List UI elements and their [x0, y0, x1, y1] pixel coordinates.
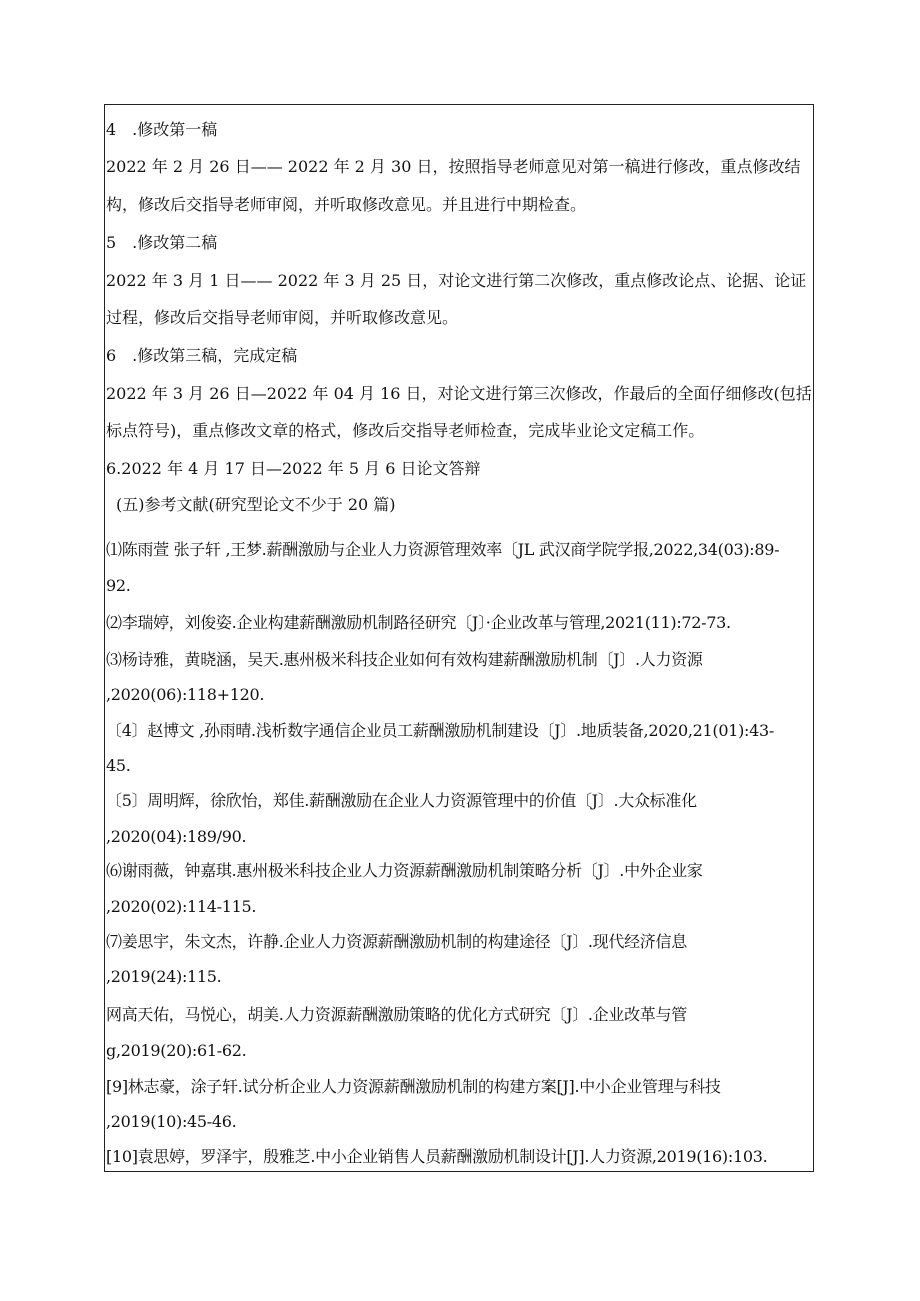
reference-5-line-1: 〔5〕周明辉，徐欣怡，郑佳.薪酬激励在企业人力资源管理中的价值〔J〕.大众标准化 [106, 791, 697, 810]
reference-7-line-2: ,2019(24):115. [106, 967, 222, 986]
step-4-text-line-2: 构，修改后交指导老师审阅，并听取修改意见。并且进行中期检查。 [106, 195, 587, 214]
step-5-text-line-2: 过程，修改后交指导老师审阅，并听取修改意见。 [106, 308, 459, 327]
reference-9-line-1: [9]林志豪，涂子轩.试分析企业人力资源薪酬激励机制的构建方案[J].中小企业管理与科技 [106, 1077, 721, 1096]
reference-3-line-1: ⑶杨诗雅，黄晓涵，吴天.惠州极米科技企业如何有效构建薪酬激励机制〔J〕.人力资源 [106, 650, 703, 669]
reference-6-line-2: ,2020(02):114-115. [106, 897, 257, 916]
reference-7-line-1: ⑺姜思宇，朱文杰，许静.企业人力资源薪酬激励机制的构建途径〔J〕.现代经济信息 [106, 932, 687, 951]
reference-5-line-2: ,2020(04):189/90. [106, 827, 247, 846]
step-4-heading: 4 .修改第一稿 [106, 120, 218, 139]
defense-schedule: 6.2022 年 4 月 17 日—2022 年 5 月 6 日论文答辩 [106, 459, 481, 478]
reference-4-line-1: 〔4〕赵博文 ,孙雨晴.浅析数字通信企业员工薪酬激励机制建设〔J〕.地质装备,2020,21(01):43- [106, 721, 774, 740]
reference-10-line-1: [10]袁思婷，罗泽宇，殷雅芝.中小企业销售人员薪酬激励机制设计[J].人力资源,2019(16):103. [106, 1147, 768, 1166]
reference-9-line-2: ,2019(10):45-46. [106, 1112, 237, 1131]
step-6-text-line-1: 2022 年 3 月 26 日—2022 年 04 月 16 日，对论文进行第三次修改，作最后的全面仔细修改(包括 [106, 384, 812, 403]
step-5-text-line-1: 2022 年 3 月 1 日—— 2022 年 3 月 25 日，对论文进行第二次修改，重点修改论点、论据、论证 [106, 271, 807, 290]
references-heading: (五)参考文献(研究型论文不少于 20 篇) [116, 495, 396, 514]
reference-3-line-2: ,2020(06):118+120. [106, 685, 265, 704]
step-6-heading: 6 .修改第三稿，完成定稿 [106, 346, 298, 365]
step-5-heading: 5 .修改第二稿 [106, 233, 218, 252]
reference-8-line-2: g,2019(20):61-62. [106, 1041, 247, 1060]
reference-2-line-1: ⑵李瑞婷，刘俊姿.企业构建薪酬激励机制路径研究〔J〕·企业改革与管理,2021(11):72-73. [106, 613, 731, 632]
reference-6-line-1: ⑹谢雨薇，钟嘉琪.惠州极米科技企业人力资源薪酬激励机制策略分析〔J〕.中外企业家 [106, 861, 703, 880]
reference-4-line-2: 45. [106, 756, 131, 775]
step-4-text-line-1: 2022 年 2 月 26 日—— 2022 年 2 月 30 日，按照指导老师意见对第一稿进行修改，重点修改结 [106, 157, 801, 176]
reference-1-line-2: 92. [106, 576, 131, 595]
reference-8-line-1: 网高天佑，马悦心，胡美.人力资源薪酬激励策略的优化方式研究〔J〕.企业改革与管 [106, 1005, 687, 1024]
reference-1-line-1: ⑴陈雨萱 张子轩 ,王梦.薪酬激励与企业人力资源管理效率〔JL 武汉商学院学报,2022,34(03):89- [106, 540, 780, 559]
step-6-text-line-2: 标点符号)，重点修改文章的格式，修改后交指导老师检查，完成毕业论文定稿工作。 [106, 421, 705, 440]
